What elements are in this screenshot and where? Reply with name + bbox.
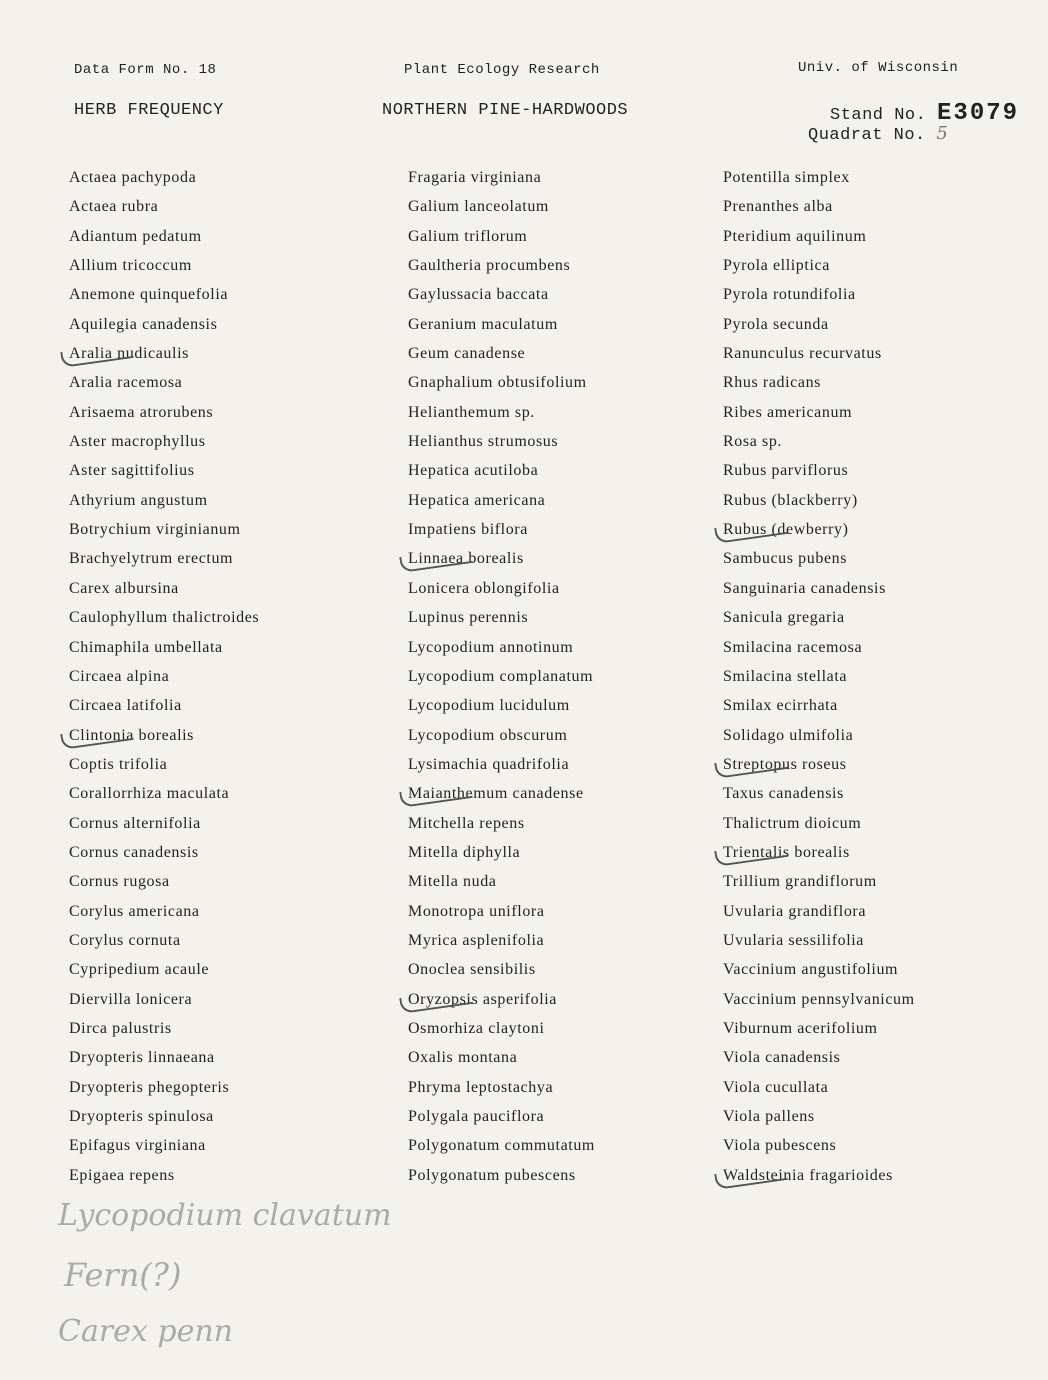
species-item: Dryopteris phegopteris	[69, 1078, 230, 1096]
species-item: Athyrium angustum	[69, 491, 208, 509]
species-item-checked: Aralia nudicaulis	[69, 344, 259, 373]
species-item: Viola pubescens	[723, 1137, 837, 1155]
community-title: NORTHERN PINE-HARDWOODS	[382, 101, 629, 120]
species-item: Osmorhiza claytoni	[408, 1019, 545, 1037]
stand-label: Stand No.	[830, 106, 927, 125]
species-item-checked: Maianthemum canadense	[408, 784, 595, 813]
species-item: Oxalis montana	[408, 1049, 518, 1067]
species-item: Gaultheria procumbens	[408, 257, 571, 275]
species-item: Lysimachia quadrifolia	[408, 755, 570, 773]
research-label: Plant Ecology Research	[404, 62, 600, 78]
species-item: Aster macrophyllus	[69, 433, 206, 451]
species-item: Potentilla simplex	[723, 169, 850, 186]
species-item: Taxus canadensis	[723, 785, 844, 803]
species-item: Myrica asplenifolia	[408, 931, 545, 949]
species-item: Geum canadense	[408, 345, 526, 363]
species-item: Dryopteris spinulosa	[69, 1108, 214, 1125]
species-item: Smilax ecirrhata	[723, 697, 838, 715]
species-item: Circaea alpina	[69, 667, 170, 685]
species-item: Onoclea sensibilis	[408, 961, 536, 979]
species-item-checked: Oryzopsis asperifolia	[408, 990, 595, 1019]
handwritten-note: Carex penn	[58, 1314, 233, 1349]
species-item: Smilacina racemosa	[723, 638, 863, 656]
species-item: Caulophyllum thalictroides	[69, 609, 260, 627]
quadrat-label: Quadrat No.	[808, 126, 926, 145]
species-item: Viola canadensis	[723, 1049, 841, 1067]
quadrat-number: 5	[936, 123, 949, 144]
species-item: Viola pallens	[723, 1108, 815, 1125]
species-item-checked: Waldsteinia fragarioides	[723, 1166, 915, 1195]
species-item: Botrychium virginianum	[69, 521, 241, 539]
species-item: Hepatica acutiloba	[408, 462, 539, 480]
species-item-checked: Trientalis borealis	[723, 843, 915, 872]
species-item: Corallorrhiza maculata	[69, 785, 230, 803]
species-item: Prenanthes alba	[723, 198, 833, 216]
species-item: Carex albursina	[69, 579, 179, 597]
species-column-2	[408, 168, 595, 1195]
species-item: Actaea pachypoda	[69, 169, 197, 186]
species-item: Aster sagittifolius	[69, 462, 195, 480]
species-item: Ribes americanum	[723, 403, 853, 421]
species-item: Aquilegia canadensis	[69, 315, 218, 333]
quadrat-field	[808, 123, 948, 145]
species-item: Viburnum acerifolium	[723, 1019, 878, 1037]
species-item: Phryma leptostachya	[408, 1078, 554, 1096]
species-item: Vaccinium pennsylvanicum	[723, 990, 915, 1008]
species-item: Fragaria virginiana	[408, 169, 542, 186]
species-item: Diervilla lonicera	[69, 990, 193, 1008]
species-item: Coptis trifolia	[69, 755, 168, 773]
species-item: Helianthus strumosus	[408, 433, 559, 451]
species-item: Dryopteris linnaeana	[69, 1049, 215, 1067]
species-item: Actaea rubra	[69, 198, 159, 216]
species-item: Aralia racemosa	[69, 374, 183, 392]
species-item: Sanguinaria canadensis	[723, 579, 886, 597]
species-item: Corylus americana	[69, 902, 200, 920]
species-item: Dirca palustris	[69, 1019, 172, 1037]
species-item: Viola cucullata	[723, 1078, 829, 1096]
species-item: Rubus (blackberry)	[723, 491, 858, 509]
species-item: Cornus rugosa	[69, 873, 170, 891]
species-item: Epifagus virginiana	[69, 1137, 206, 1155]
species-item: Lonicera oblongifolia	[408, 579, 560, 597]
species-item-checked: Rubus (dewberry)	[723, 520, 915, 549]
species-item: Solidago ulmifolia	[723, 726, 854, 744]
species-item: Pyrola rotundifolia	[723, 286, 856, 304]
species-item: Cypripedium acaule	[69, 961, 210, 979]
species-item: Rosa sp.	[723, 433, 783, 451]
species-item-checked: Streptopus roseus	[723, 755, 915, 784]
species-item: Lycopodium lucidulum	[408, 697, 570, 715]
species-item: Uvularia grandiflora	[723, 902, 867, 920]
species-item: Circaea latifolia	[69, 697, 182, 715]
stand-number: E3079	[937, 100, 1020, 127]
species-item: Lupinus perennis	[408, 609, 529, 627]
species-item: Galium lanceolatum	[408, 198, 549, 216]
species-item: Epigaea repens	[69, 1166, 175, 1184]
species-column-3	[723, 168, 915, 1195]
species-item: Ranunculus recurvatus	[723, 345, 882, 363]
species-item: Pteridium aquilinum	[723, 227, 867, 245]
species-item: Mitella nuda	[408, 873, 497, 891]
species-item: Impatiens biflora	[408, 521, 528, 539]
species-item: Sambucus pubens	[723, 550, 848, 568]
species-item: Lycopodium annotinum	[408, 638, 574, 656]
species-item: Monotropa uniflora	[408, 902, 545, 920]
species-item: Arisaema atrorubens	[69, 403, 214, 421]
species-item: Mitchella repens	[408, 814, 525, 832]
species-item: Adiantum pedatum	[69, 227, 202, 245]
species-item: Cornus canadensis	[69, 843, 199, 861]
species-item: Geranium maculatum	[408, 315, 558, 333]
species-item: Lycopodium complanatum	[408, 667, 594, 685]
species-item: Vaccinium angustifolium	[723, 961, 899, 979]
species-item: Sanicula gregaria	[723, 609, 845, 627]
species-item: Mitella diphylla	[408, 843, 521, 861]
handwritten-note: Lycopodium clavatum	[58, 1198, 392, 1233]
species-item: Pyrola secunda	[723, 315, 829, 333]
species-item: Rhus radicans	[723, 374, 822, 392]
species-item: Polygonatum commutatum	[408, 1137, 595, 1155]
species-item: Cornus alternifolia	[69, 814, 201, 832]
species-item: Brachyelytrum erectum	[69, 550, 234, 568]
species-item-checked: Linnaea borealis	[408, 549, 595, 578]
species-item: Helianthemum sp.	[408, 403, 535, 421]
species-column-1	[69, 168, 259, 1195]
handwritten-note: Fern(?)	[64, 1256, 182, 1294]
species-item: Galium triflorum	[408, 227, 528, 245]
species-item: Polygala pauciflora	[408, 1108, 545, 1125]
species-item: Thalictrum dioicum	[723, 814, 862, 832]
species-item: Gnaphalium obtusifolium	[408, 374, 587, 392]
species-item: Polygonatum pubescens	[408, 1166, 576, 1184]
university-label: Univ. of Wisconsin	[798, 60, 959, 76]
species-item: Pyrola elliptica	[723, 257, 830, 275]
species-item: Gaylussacia baccata	[408, 286, 549, 304]
species-item-checked: Clintonia borealis	[69, 726, 259, 755]
form-title: HERB FREQUENCY	[74, 101, 224, 120]
species-item: Trillium grandiflorum	[723, 873, 877, 891]
species-item: Uvularia sessilifolia	[723, 931, 865, 949]
species-item: Hepatica americana	[408, 491, 546, 509]
species-item: Lycopodium obscurum	[408, 726, 568, 744]
species-item: Anemone quinquefolia	[69, 286, 229, 304]
species-item: Chimaphila umbellata	[69, 638, 223, 656]
form-number: Data Form No. 18	[74, 62, 217, 78]
species-item: Allium tricoccum	[69, 257, 192, 275]
species-item: Corylus cornuta	[69, 931, 181, 949]
species-item: Smilacina stellata	[723, 667, 848, 685]
species-item: Rubus parviflorus	[723, 462, 849, 480]
